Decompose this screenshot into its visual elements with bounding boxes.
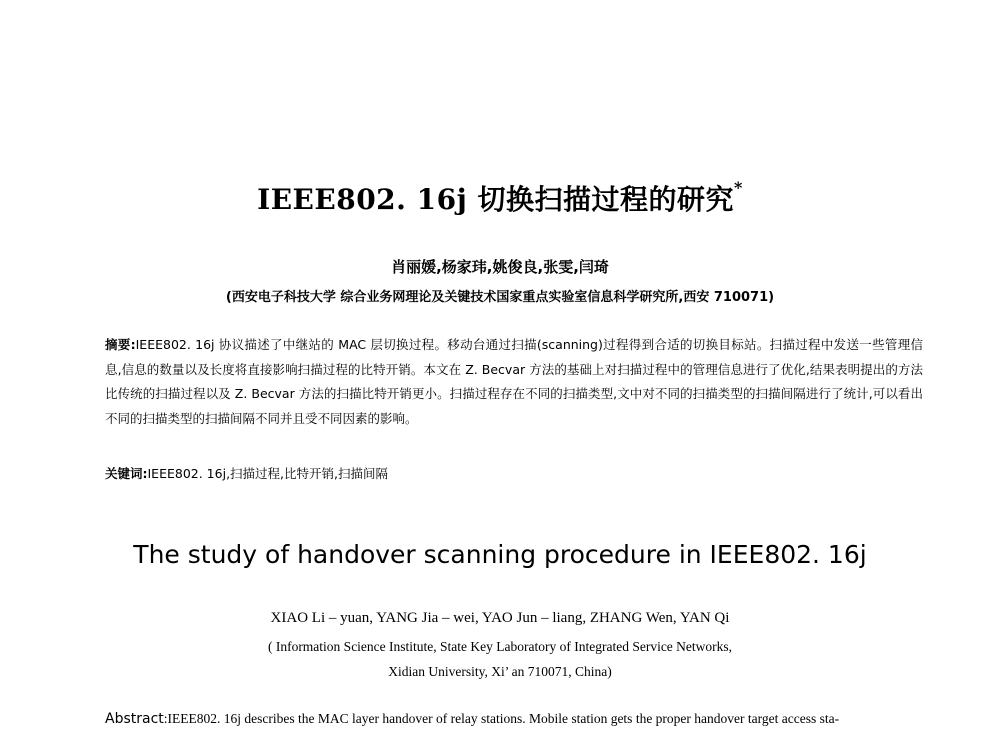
chinese-keywords-text: IEEE802. 16j,扫描过程,比特开销,扫描间隔 <box>147 466 388 481</box>
chinese-abstract-text: IEEE802. 16j 协议描述了中继站的 MAC 层切换过程。移动台通过扫描(scanning)过程得到合适的切换目标站。扫描过程中发送一些管理信息,信息的数量以及长度将直接影响扫描过程的比特开销。本文在 Z. Becvar 方法的基础上对扫描过程中的管理信息进行了优化,结果表明提出的方法比传统的扫描过程以及 Z. Becvar 方法的扫描比特开销更小。扫描过程存在不同的扫描类型,文中对不同的扫描类型的扫描间隔进行了统计,可以看出不同的扫描类型的扫描间隔不同并且受不同因素的影响。 <box>105 337 924 426</box>
english-authors: XIAO Li – yuan, YANG Jia – wei, YAO Jun – liang, ZHANG Wen, YAN Qi <box>270 610 730 626</box>
chinese-keywords <box>105 464 923 482</box>
english-abstract-colon: : <box>163 711 168 726</box>
english-abstract-label: Abstract <box>105 711 164 727</box>
english-affiliation-line2: Xidian University, Xi’ an 710071, China) <box>388 664 612 679</box>
chinese-authors: 肖丽媛,杨家玮,姚俊良,张雯,闫琦 <box>391 258 609 276</box>
chinese-abstract <box>105 333 923 431</box>
chinese-title <box>0 178 1000 218</box>
chinese-keywords-label: 关键词: <box>105 466 148 481</box>
english-affiliation-line1: ( Information Science Institute, State Key Laboratory of Integrated Service Networks, <box>267 639 733 654</box>
english-title: The study of handover scanning procedure in IEEE802. 16j <box>133 540 867 569</box>
chinese-title-text: IEEE802. 16j 切换扫描过程的研究 <box>257 183 735 216</box>
english-abstract-text: IEEE802. 16j describes the MAC layer handover of relay stations. Mobile station gets the proper handover target access sta- <box>167 711 840 726</box>
title-footnote-mark: * <box>734 177 743 197</box>
english-abstract <box>105 711 935 727</box>
chinese-affiliation: (西安电子科技大学 综合业务网理论及关键技术国家重点实验室信息科学研究所,西安 710071) <box>225 290 775 305</box>
chinese-abstract-label: 摘要: <box>105 337 136 352</box>
